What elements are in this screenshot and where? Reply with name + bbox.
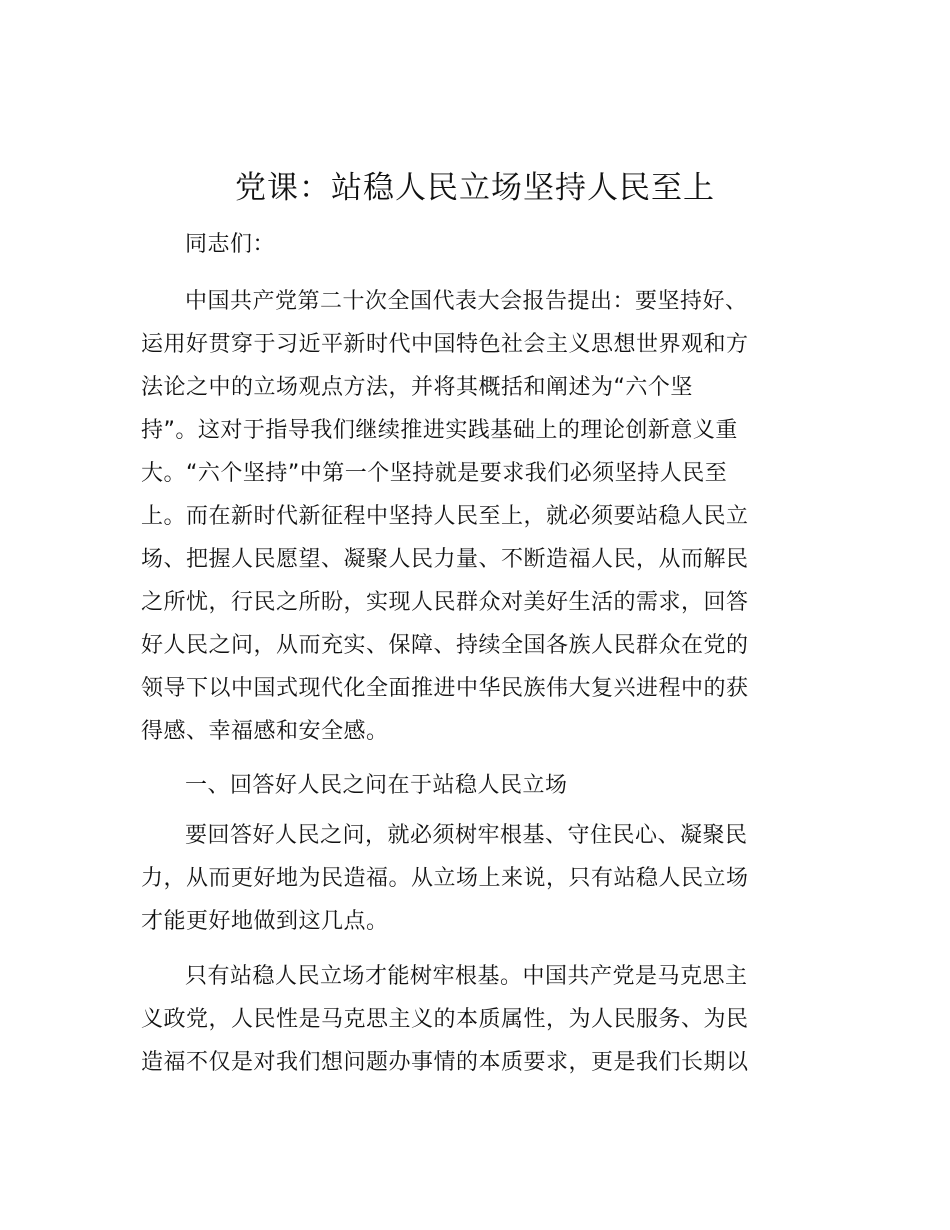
paragraph-line: 力，从而更好地为民造福。从立场上来说，只有站稳人民立场 bbox=[141, 866, 749, 891]
paragraph-line: 法论之中的立场观点方法，并将其概括和阐述为“六个坚 bbox=[141, 375, 693, 400]
paragraph-three bbox=[141, 955, 811, 1084]
paragraph-line: 义政党，人民性是马克思主义的本质属性，为人民服务、为民 bbox=[141, 1007, 749, 1032]
paragraph-line: 要回答好人民之问，就必须树牢根基、守住民心、凝聚民 bbox=[185, 823, 748, 848]
paragraph-line: 上。而在新时代新征程中坚持人民至上，就必须要站稳人民立 bbox=[141, 504, 749, 529]
paragraph-line: 好人民之问，从而充实、保障、持续全国各族人民群众在党的 bbox=[141, 633, 749, 658]
paragraph-line: 场、把握人民愿望、凝聚人民力量、不断造福人民，从而解民 bbox=[141, 547, 749, 572]
paragraph-line: 持”。这对于指导我们继续推进实践基础上的理论创新意义重 bbox=[141, 418, 738, 443]
paragraph-line: 只有站稳人民立场才能树牢根基。中国共产党是马克思主 bbox=[185, 964, 748, 989]
paragraph-line: 领导下以中国式现代化全面推进中华民族伟大复兴进程中的获 bbox=[141, 676, 749, 701]
paragraph-line: 之所忧，行民之所盼，实现人民群众对美好生活的需求，回答 bbox=[141, 590, 749, 615]
paragraph-two bbox=[141, 814, 811, 943]
intro-paragraph bbox=[141, 280, 811, 753]
paragraph-line: 得感、幸福感和安全感。 bbox=[141, 719, 389, 744]
document-title: 党课：站稳人民立场坚持人民至上 bbox=[235, 170, 715, 206]
paragraph-line: 运用好贯穿于习近平新时代中国特色社会主义思想世界观和方 bbox=[141, 332, 749, 357]
paragraph-line: 才能更好地做到这几点。 bbox=[141, 909, 389, 934]
section-heading: 一、回答好人民之问在于站稳人民立场 bbox=[185, 773, 568, 798]
paragraph-line: 大。“六个坚持”中第一个坚持就是要求我们必须坚持人民至 bbox=[141, 461, 728, 486]
paragraph-line: 造福不仅是对我们想问题办事情的本质要求，更是我们长期以 bbox=[141, 1050, 749, 1075]
paragraph-line: 中国共产党第二十次全国代表大会报告提出：要坚持好、 bbox=[185, 289, 748, 314]
greeting: 同志们： bbox=[185, 232, 276, 257]
